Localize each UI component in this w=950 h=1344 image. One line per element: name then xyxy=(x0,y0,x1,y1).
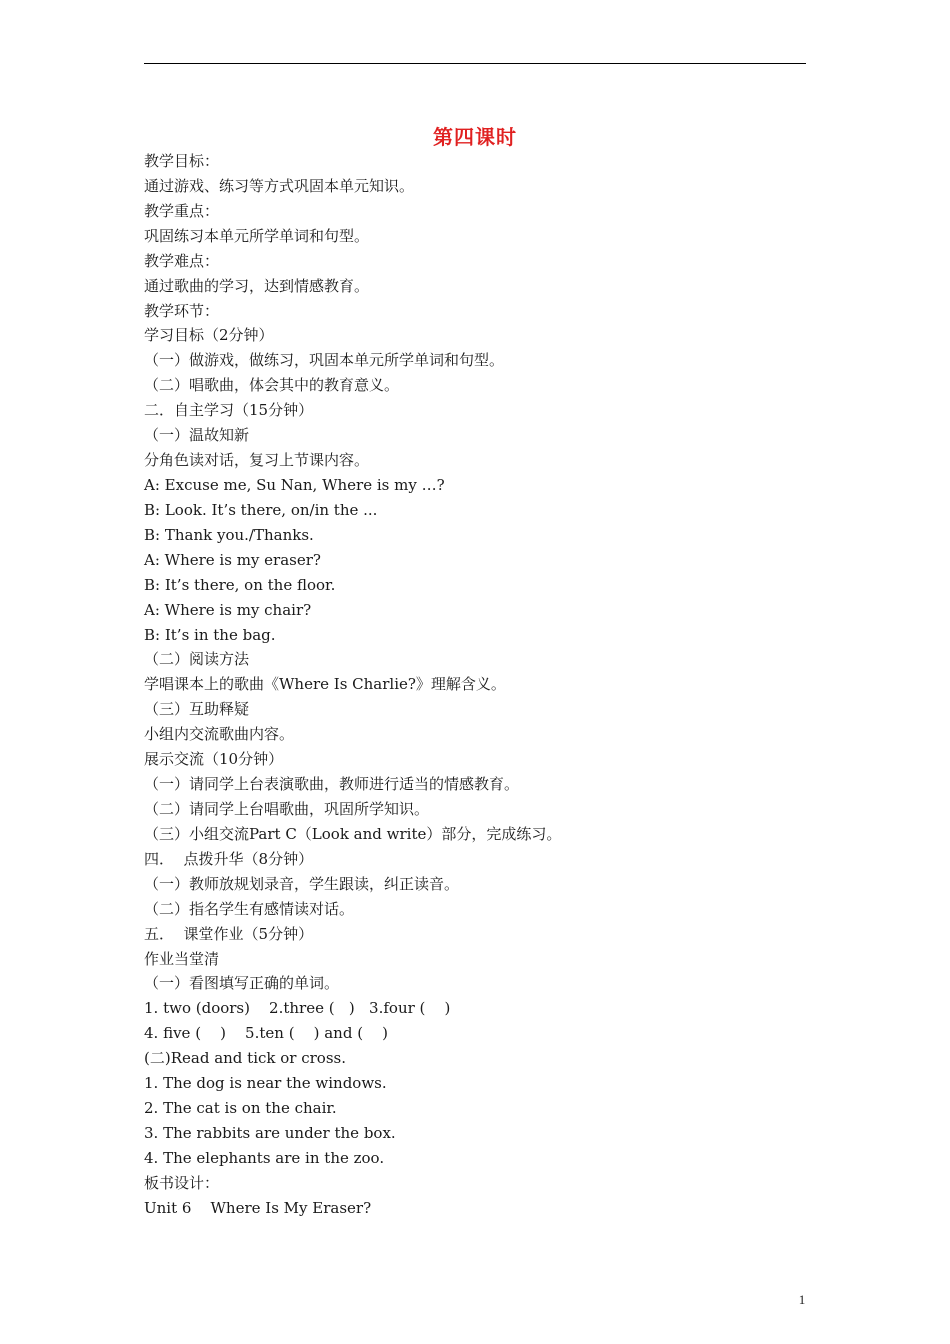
text-line: 小组内交流歌曲内容。 xyxy=(144,725,295,744)
text-line: （一）做游戏，做练习，巩固本单元所学单词和句型。 xyxy=(144,351,505,370)
text-line: A: Excuse me, Su Nan, Where is my …? xyxy=(144,475,445,494)
text-line: 二．自主学习（15分钟） xyxy=(144,401,314,420)
text-line: A: Where is my chair? xyxy=(144,600,312,619)
text-line: （二）指名学生有感情读对话。 xyxy=(144,899,355,918)
text-line: 教学目标： xyxy=(144,152,220,170)
text-line: 4. The elephants are in the zoo. xyxy=(144,1148,385,1167)
page-title: 第四课时 xyxy=(433,125,517,149)
text-line: A: Where is my eraser? xyxy=(144,550,321,569)
text-line: （三）互助释疑 xyxy=(144,700,250,719)
text-line: 2. The cat is on the chair. xyxy=(144,1099,337,1118)
text-line: B: It’s there, on the floor. xyxy=(144,575,336,594)
text-line: （一）教师放规划录音，学生跟读，纠正读音。 xyxy=(144,874,460,893)
text-line: （一）看图填写正确的单词。 xyxy=(144,974,340,993)
text-line: 教学难点： xyxy=(144,251,220,270)
text-line: （三）小组交流Part C（Look and write）部分，完成练习。 xyxy=(144,824,562,843)
text-line: 通过歌曲的学习，达到情感教育。 xyxy=(144,276,370,295)
text-line: 分角色读对话，复习上节课内容。 xyxy=(144,451,370,470)
text-line: （一）温故知新 xyxy=(144,426,250,445)
text-line: 板书设计： xyxy=(144,1173,220,1192)
text-line: 巩固练习本单元所学单词和句型。 xyxy=(144,226,370,245)
text-line: （二）阅读方法 xyxy=(144,650,250,669)
text-line: B: Look. It’s there, on/in the ... xyxy=(144,500,378,519)
text-line: （一）请同学上台表演歌曲，教师进行适当的情感教育。 xyxy=(144,775,520,794)
text-line: Unit 6 Where Is My Eraser? xyxy=(144,1198,372,1217)
text-line: 3. The rabbits are under the box. xyxy=(144,1123,396,1142)
text-line: 作业当堂清 xyxy=(144,949,220,968)
text-line: 学唱课本上的歌曲《Where Is Charlie?》理解含义。 xyxy=(144,675,506,694)
text-line: 四． 点拨升华（8分钟） xyxy=(144,849,314,868)
page-number: 1 xyxy=(798,1292,806,1307)
text-line: 通过游戏、练习等方式巩固本单元知识。 xyxy=(144,176,415,195)
text-line: （二）请同学上台唱歌曲，巩固所学知识。 xyxy=(144,799,430,818)
document-body xyxy=(144,149,824,1221)
header-rule xyxy=(144,63,806,64)
text-line: B: It’s in the bag. xyxy=(144,625,276,644)
text-line: 4. five ( ) 5.ten ( ) and ( ) xyxy=(144,1024,388,1043)
text-line: 1. The dog is near the windows. xyxy=(144,1074,387,1093)
text-line: B: Thank you./Thanks. xyxy=(144,525,314,544)
text-line: 展示交流（10分钟） xyxy=(144,750,284,769)
text-line: 学习目标（2分钟） xyxy=(144,326,274,345)
text-line: （二）唱歌曲，体会其中的教育意义。 xyxy=(144,376,400,395)
text-line: 五． 课堂作业（5分钟） xyxy=(144,924,314,943)
text-line: 教学环节： xyxy=(144,301,220,320)
text-line: 教学重点： xyxy=(144,201,220,220)
text-line: (二)Read and tick or cross. xyxy=(144,1049,346,1068)
text-line: 1. two (doors) 2.three ( ) 3.four ( ) xyxy=(144,999,451,1018)
